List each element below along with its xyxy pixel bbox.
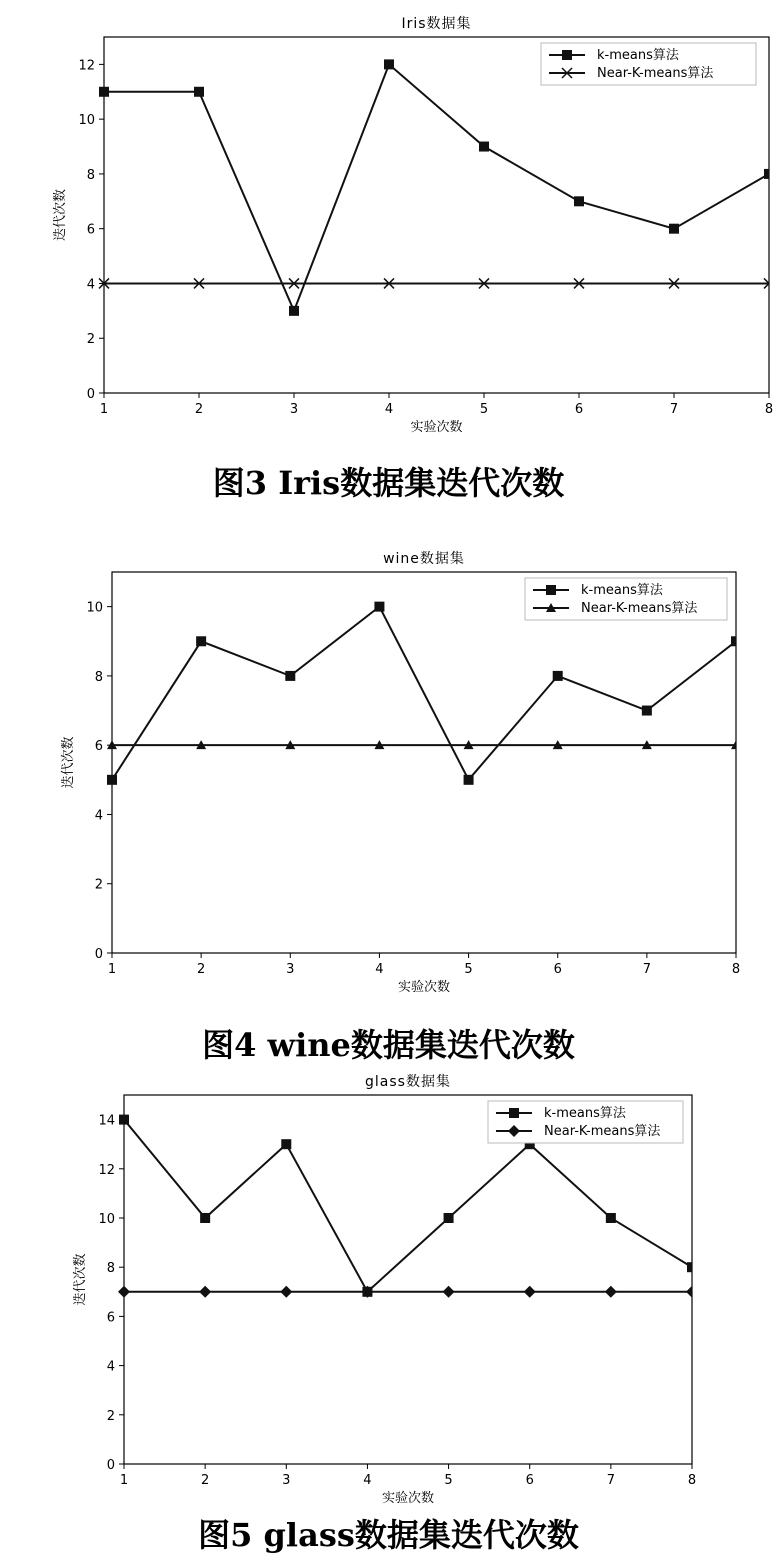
wine-caption: 图4 wine数据集迭代次数 xyxy=(202,1026,575,1064)
data-point xyxy=(196,636,206,646)
data-point xyxy=(200,1213,210,1223)
y-tick-label: 2 xyxy=(94,877,103,893)
data-point xyxy=(374,602,384,612)
data-point xyxy=(118,1286,130,1298)
series-kmeans xyxy=(99,59,774,315)
x-tick-label: 1 xyxy=(107,962,117,977)
data-point xyxy=(606,1213,616,1223)
x-tick-label: 4 xyxy=(363,1473,372,1488)
data-point xyxy=(479,142,489,152)
chart-title: glass数据集 xyxy=(365,1074,451,1090)
x-tick-label: 6 xyxy=(525,1473,534,1488)
data-point xyxy=(687,1262,697,1272)
iris-chart xyxy=(0,0,777,440)
chart-title: Iris数据集 xyxy=(401,16,472,32)
data-point xyxy=(574,196,584,206)
wine-chart xyxy=(0,540,777,1005)
y-tick-label: 0 xyxy=(86,387,95,402)
x-tick-label: 4 xyxy=(375,962,384,977)
data-point xyxy=(464,775,474,785)
data-point xyxy=(119,1115,129,1125)
x-tick-label: 5 xyxy=(444,1473,453,1488)
series-near-kmeans xyxy=(107,740,741,749)
data-point xyxy=(384,59,394,69)
y-tick-label: 6 xyxy=(86,222,95,238)
y-tick-label: 10 xyxy=(86,600,103,616)
x-tick-label: 7 xyxy=(606,1473,615,1488)
plot-frame xyxy=(112,572,736,953)
x-tick-label: 8 xyxy=(687,1473,697,1488)
legend xyxy=(488,1101,683,1143)
x-tick-label: 1 xyxy=(119,1473,129,1488)
y-tick-label: 10 xyxy=(98,1212,115,1227)
x-tick-label: 2 xyxy=(194,402,204,417)
legend-label: k-means算法 xyxy=(544,1106,626,1121)
y-tick-label: 4 xyxy=(86,277,95,293)
plot-frame xyxy=(124,1095,692,1464)
y-tick-label: 2 xyxy=(106,1408,115,1424)
y-tick-label: 2 xyxy=(86,332,95,348)
legend xyxy=(541,43,756,85)
x-axis-label: 实验次数 xyxy=(397,980,451,995)
x-tick-label: 3 xyxy=(289,402,299,417)
x-axis-label: 实验次数 xyxy=(410,420,463,435)
data-point xyxy=(553,671,563,681)
y-tick-label: 0 xyxy=(106,1458,115,1473)
y-tick-label: 4 xyxy=(106,1359,115,1375)
legend-label: Near-K-means算法 xyxy=(544,1124,661,1139)
glass-caption: 图5 glass数据集迭代次数 xyxy=(198,1516,579,1554)
y-tick-label: 12 xyxy=(78,58,95,74)
x-tick-label: 6 xyxy=(574,402,584,417)
data-point xyxy=(686,1286,698,1298)
data-point xyxy=(281,1139,291,1149)
series-near-kmeans xyxy=(99,278,774,288)
x-tick-label: 3 xyxy=(286,962,295,977)
data-point xyxy=(605,1286,617,1298)
x-axis-label: 实验次数 xyxy=(381,1491,435,1506)
legend xyxy=(525,578,727,620)
series-kmeans xyxy=(107,602,741,785)
data-point xyxy=(764,169,774,179)
y-axis-label: 迭代次数 xyxy=(53,188,68,242)
chart-title: wine数据集 xyxy=(383,551,465,567)
legend-marker xyxy=(562,50,572,60)
glass-chart xyxy=(0,1070,777,1510)
data-point xyxy=(107,775,117,785)
legend-label: Near-K-means算法 xyxy=(581,601,698,616)
legend-label: Near-K-means算法 xyxy=(597,66,714,81)
y-tick-label: 8 xyxy=(86,167,95,183)
y-tick-label: 8 xyxy=(106,1261,115,1277)
y-tick-label: 12 xyxy=(98,1162,115,1178)
y-tick-label: 6 xyxy=(94,739,103,755)
x-tick-label: 2 xyxy=(197,962,206,977)
series-line xyxy=(112,607,736,780)
series-line xyxy=(124,1120,692,1292)
x-tick-label: 6 xyxy=(553,962,562,977)
x-tick-label: 3 xyxy=(282,1473,291,1488)
data-point xyxy=(194,87,204,97)
data-point xyxy=(443,1286,455,1298)
y-tick-label: 6 xyxy=(106,1310,115,1326)
series-near-kmeans xyxy=(118,1286,698,1298)
x-tick-label: 4 xyxy=(384,402,394,417)
data-point xyxy=(199,1286,211,1298)
x-tick-label: 7 xyxy=(642,962,651,977)
y-tick-label: 8 xyxy=(94,669,103,685)
legend-marker xyxy=(509,1108,519,1118)
y-axis-label: 迭代次数 xyxy=(73,1253,88,1306)
x-tick-label: 8 xyxy=(731,962,741,977)
x-tick-label: 7 xyxy=(669,402,679,417)
x-tick-label: 1 xyxy=(99,402,109,417)
y-tick-label: 4 xyxy=(94,808,103,824)
legend-label: k-means算法 xyxy=(581,583,663,598)
y-tick-label: 10 xyxy=(78,113,95,129)
y-tick-label: 0 xyxy=(94,947,103,962)
x-tick-label: 5 xyxy=(464,962,473,977)
legend-marker xyxy=(546,585,556,595)
data-point xyxy=(642,706,652,716)
data-point xyxy=(524,1286,536,1298)
data-point xyxy=(669,224,679,234)
data-point xyxy=(444,1213,454,1223)
data-point xyxy=(731,636,741,646)
x-tick-label: 5 xyxy=(479,402,489,417)
data-point xyxy=(289,306,299,316)
series-line xyxy=(104,64,769,310)
data-point xyxy=(280,1286,292,1298)
x-tick-label: 2 xyxy=(201,1473,210,1488)
iris-caption: 图3 Iris数据集迭代次数 xyxy=(212,464,565,502)
legend-label: k-means算法 xyxy=(597,48,679,63)
data-point xyxy=(285,671,295,681)
x-tick-label: 8 xyxy=(764,402,774,417)
data-point xyxy=(99,87,109,97)
y-tick-label: 14 xyxy=(98,1113,115,1129)
y-axis-label: 迭代次数 xyxy=(61,736,76,789)
